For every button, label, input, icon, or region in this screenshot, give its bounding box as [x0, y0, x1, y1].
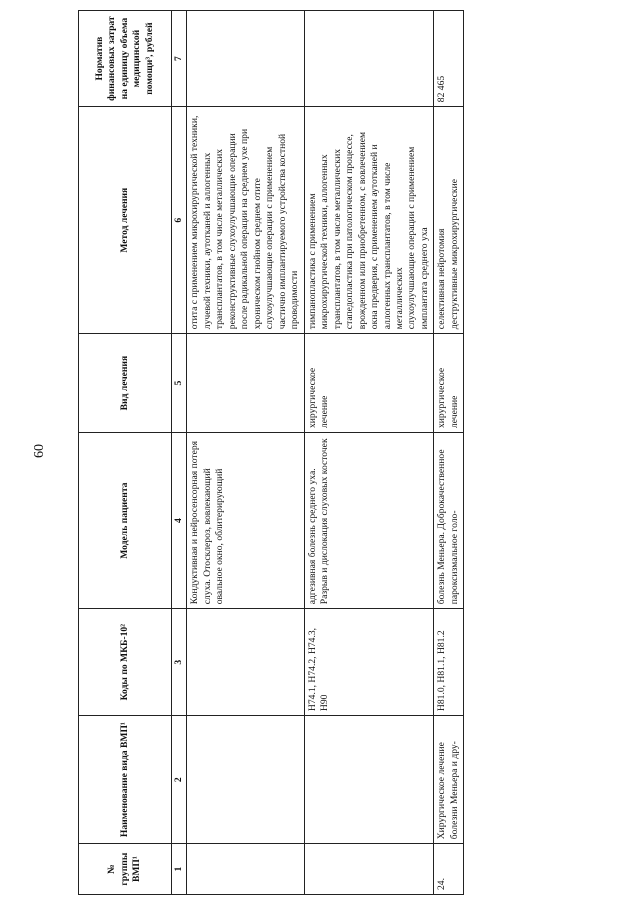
- cell-icd-codes: [187, 609, 304, 716]
- cell-cost-norm: [187, 11, 304, 107]
- cell-icd-codes: H74.1, H74.2, H74.3, H90: [304, 609, 434, 716]
- cell-treatment-type: [187, 334, 304, 433]
- col-number: 3: [172, 609, 187, 716]
- cell-icd-codes: H81.0, H81.1, H81.2: [434, 609, 464, 716]
- col-number: 2: [172, 716, 187, 844]
- col-number: 5: [172, 334, 187, 433]
- col-number: 4: [172, 433, 187, 609]
- cell-group-number: [304, 844, 434, 895]
- cell-treatment-type: хирургическое лечение: [434, 334, 464, 433]
- cell-group-number: [187, 844, 304, 895]
- col-number: 7: [172, 11, 187, 107]
- header-cost-norm: Норматив финансовых затрат на единицу объема медицинской помощи³, рублей: [79, 11, 172, 107]
- cell-cost-norm: 82 465: [434, 11, 464, 107]
- header-treatment-type: Вид лечения: [79, 334, 172, 433]
- page-number: 60: [32, 444, 47, 458]
- header-patient-model: Модель пациента: [79, 433, 172, 609]
- header-icd-codes: Коды по МКБ-10²: [79, 609, 172, 716]
- cell-cost-norm: [304, 11, 434, 107]
- table-body: [187, 11, 464, 895]
- cell-treatment-method: отита с применением микрохирургической техники, лучевой техники, аутотканей и аллогенных трансплантатов, в том числе металлических реконструктивные слухоулучшающие операции после радикальной операции на среднем ухе при хроническом гнойном среднем отите слухоулучшающие операции с применением частично имплантируемого устройства костной проводимости: [187, 107, 304, 334]
- vmp-table: [78, 10, 464, 895]
- cell-vmp-name: Хирургическое лечение болезни Меньера и дру-: [434, 716, 464, 844]
- table-header-row: [79, 11, 172, 895]
- table-row: [304, 11, 434, 895]
- cell-patient-model: адгезивная болезнь среднего уха. Разрыв и дислокация слуховых косточек: [304, 433, 434, 609]
- cell-patient-model: болезнь Меньера. Доброкачественное пароксизмальное голо-: [434, 433, 464, 609]
- col-number: 6: [172, 107, 187, 334]
- cell-vmp-name: [187, 716, 304, 844]
- cell-vmp-name: [304, 716, 434, 844]
- col-number: 1: [172, 844, 187, 895]
- cell-treatment-method: селективная нейротомия деструктивные микрохирургические: [434, 107, 464, 334]
- header-vmp-name: Наименование вида ВМП¹: [79, 716, 172, 844]
- cell-group-number: 24.: [434, 844, 464, 895]
- column-number-row: [172, 11, 187, 895]
- rotated-page-content: [78, 10, 608, 895]
- cell-patient-model: Кондуктивная и нейросенсорная потеря слуха. Отосклероз, вовлекающий овальное окно, облитерирующий: [187, 433, 304, 609]
- cell-treatment-type: хирургическое лечение: [304, 334, 434, 433]
- header-treatment-method: Метод лечения: [79, 107, 172, 334]
- table-row: [434, 11, 464, 895]
- header-group-number: № группы ВМП¹: [79, 844, 172, 895]
- cell-treatment-method: тимпанопластика с применением микрохирургической техники, аллогенных трансплантатов, в том числе металлических стапедопластика при патологическом процессе, врожденном или приобретенном, с вовлечением окна предверия, с применением аутотканей и аллогенных трансплантатов, в том числе металлических слухоулучшающие операции с применением имплантата среднего уха: [304, 107, 434, 334]
- table-row: [187, 11, 304, 895]
